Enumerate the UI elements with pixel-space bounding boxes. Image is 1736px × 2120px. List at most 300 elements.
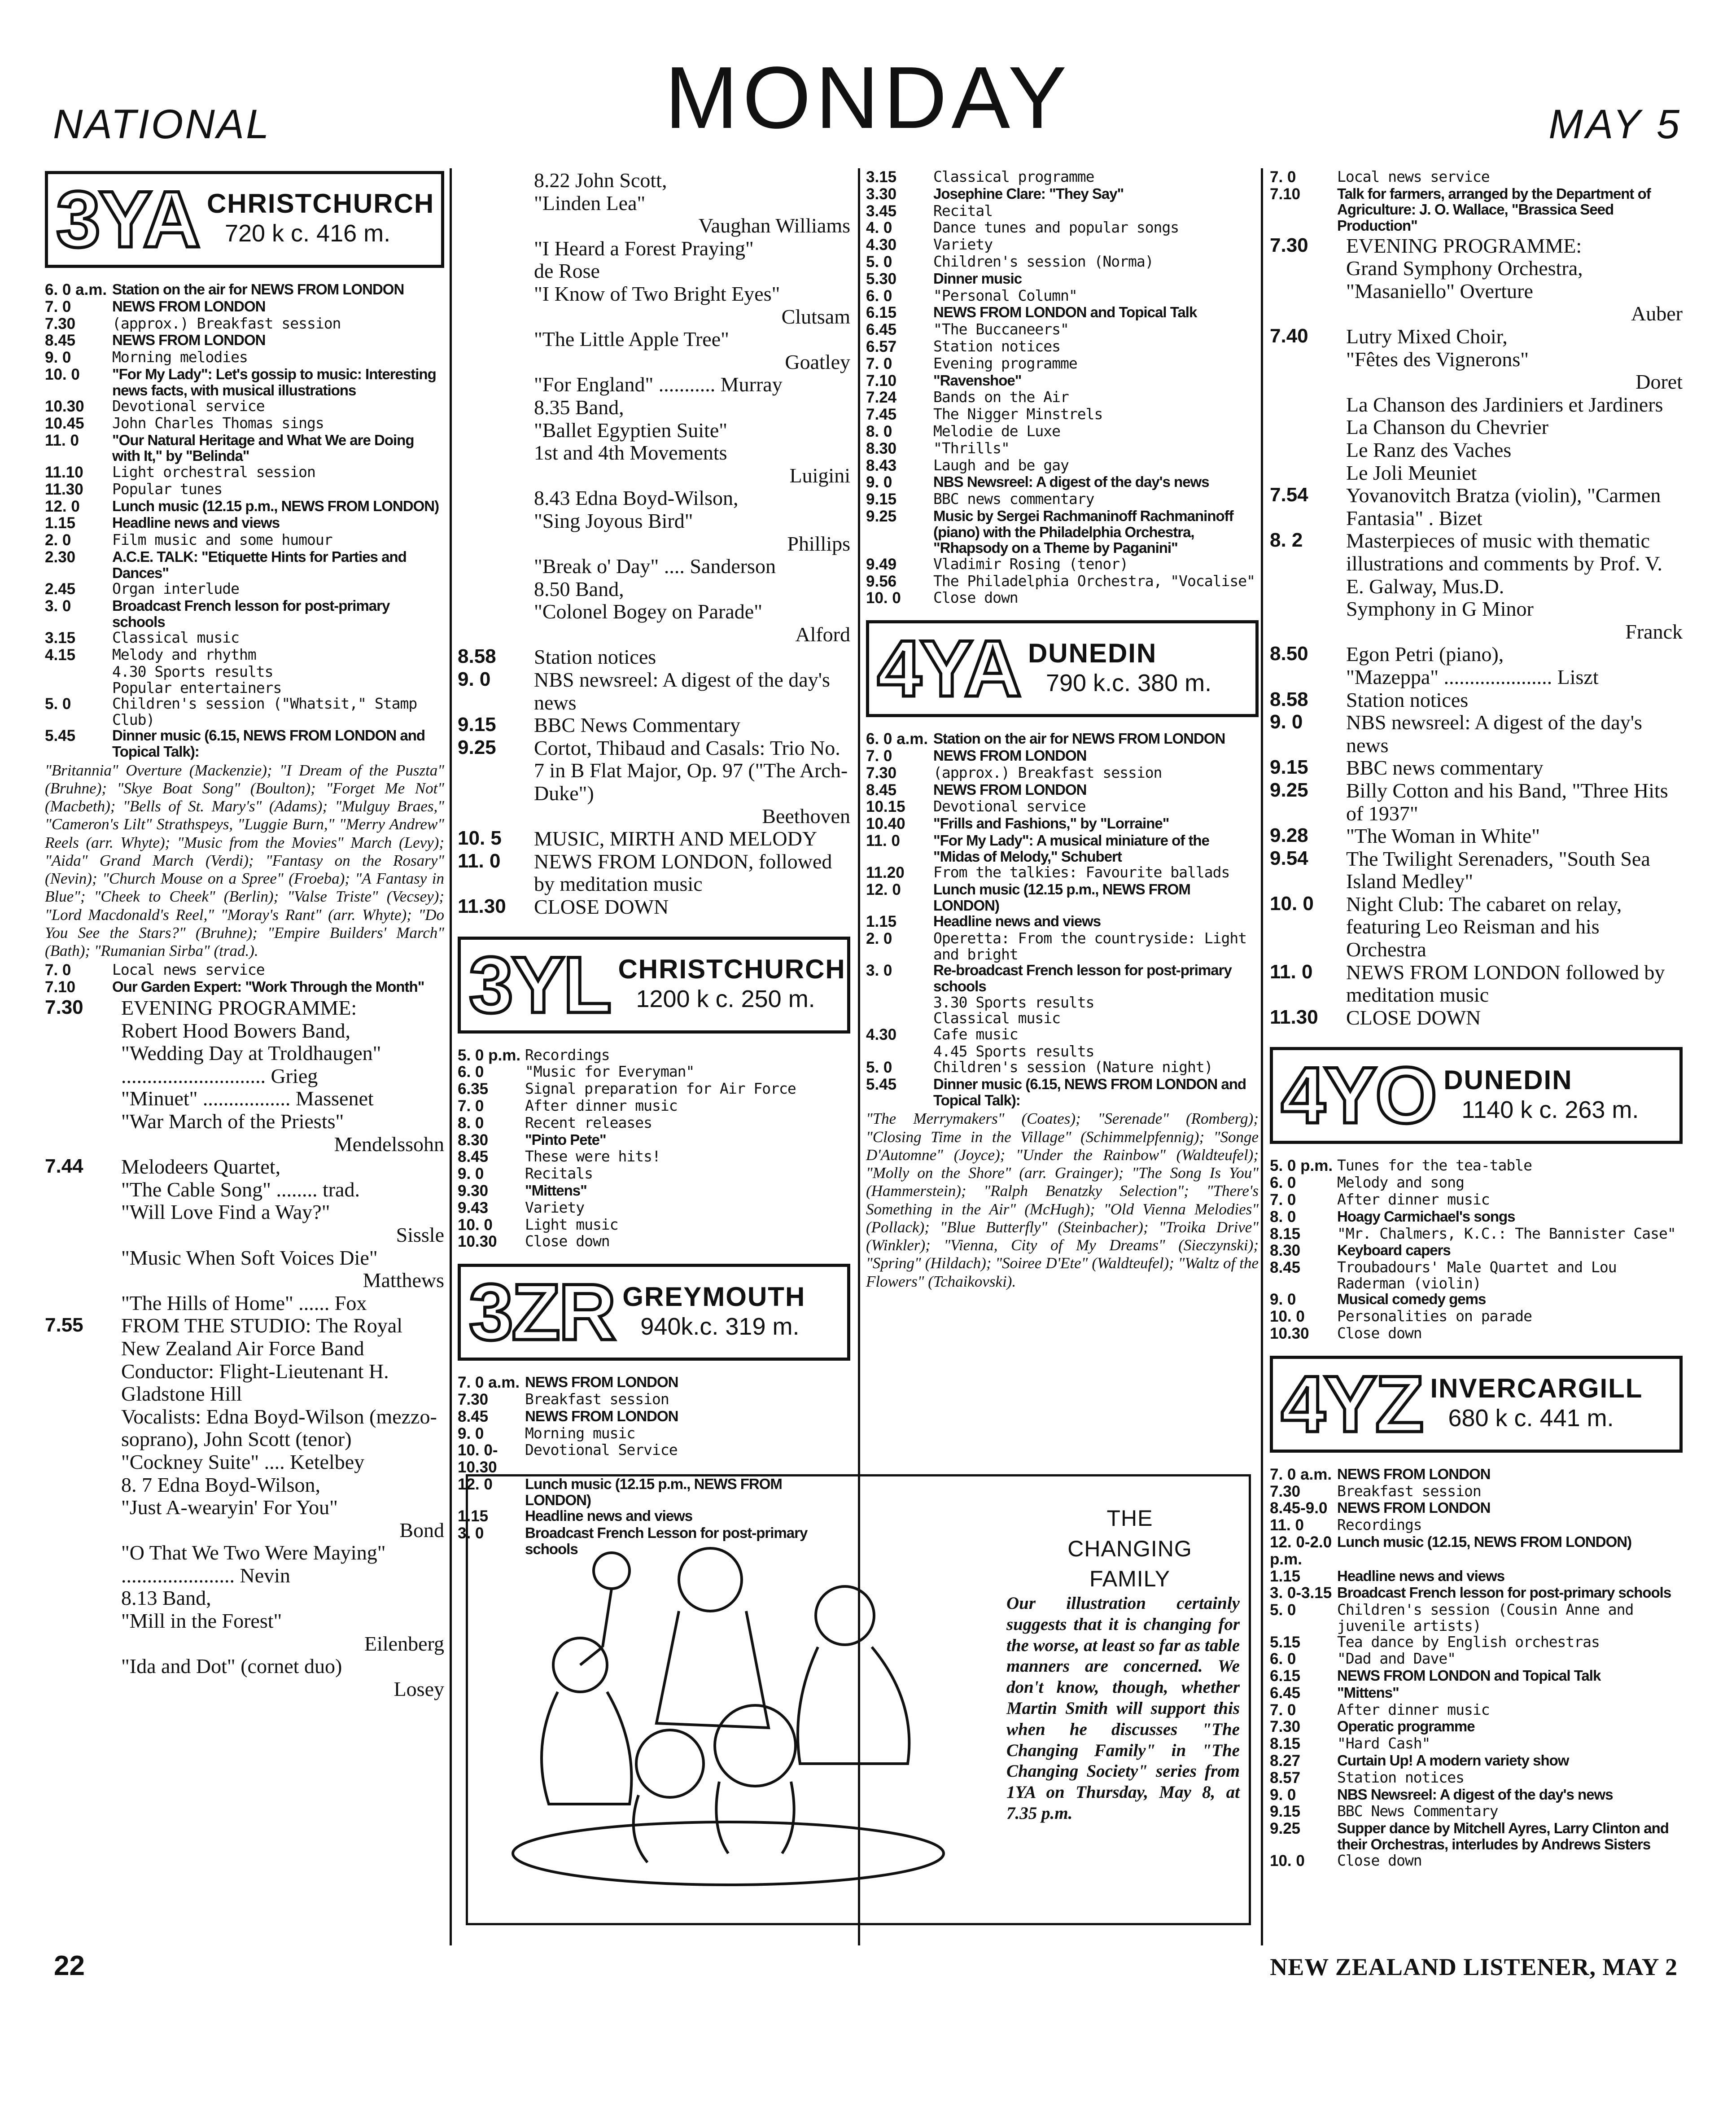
schedule-row — [866, 474, 1259, 491]
schedule-item: "Cockney Suite" .... Ketelbey — [121, 1450, 365, 1473]
schedule-item: NEWS FROM LONDON — [112, 298, 266, 315]
schedule-row — [1270, 484, 1683, 530]
schedule-row — [458, 600, 850, 623]
schedule-item: Devotional service — [112, 397, 265, 415]
schedule-row — [45, 680, 444, 696]
schedule-item: "Sing Joyous Bird" — [534, 509, 693, 532]
schedule-row — [458, 737, 850, 805]
schedule-item: Josephine Clare: "They Say" — [933, 185, 1124, 202]
schedule-item: From the talkies: Favourite ballads — [933, 863, 1230, 881]
schedule-time — [45, 664, 112, 680]
schedule-row — [1270, 1770, 1683, 1787]
schedule-3ya-evening — [45, 997, 444, 1700]
schedule-item: "Masaniello" Overture — [1346, 279, 1533, 302]
schedule-item: "I Know of Two Bright Eyes" — [534, 282, 780, 305]
schedule-time — [1270, 462, 1346, 485]
schedule-item: "For England" ........... Murray — [534, 373, 783, 396]
schedule-item: Melody and song — [1337, 1174, 1465, 1191]
schedule-row — [45, 481, 444, 498]
schedule-time: 8. 0 — [1270, 1208, 1296, 1226]
schedule-time — [458, 600, 534, 623]
schedule-row — [458, 1391, 850, 1408]
schedule-time: 10. 0 — [458, 1216, 493, 1234]
schedule-time: 9.15 — [1270, 1803, 1301, 1821]
schedule-item: Local news service — [112, 961, 265, 979]
schedule-item: "Our Natural Heritage and What We are Doing with It," by "Belinda" — [112, 431, 414, 464]
schedule-time: 9. 0 — [1270, 711, 1303, 733]
schedule-item: Classical music — [933, 1009, 1061, 1027]
schedule-time: 4.30 — [866, 236, 897, 254]
schedule-row — [866, 913, 1259, 930]
schedule-row — [458, 533, 850, 556]
schedule-row — [866, 440, 1259, 457]
schedule-row — [1270, 1651, 1683, 1668]
schedule-item: Alford — [795, 622, 850, 646]
schedule-time — [45, 1087, 121, 1110]
schedule-time: 5.30 — [866, 270, 897, 288]
schedule-row — [45, 1020, 444, 1042]
schedule-time: 8.15 — [1270, 1735, 1301, 1753]
schedule-row — [1270, 666, 1683, 689]
schedule-item: "The Cable Song" ........ trad. — [121, 1178, 360, 1201]
schedule-item: Dinner music (6.15, NEWS FROM LONDON and Topical Talk): — [112, 727, 425, 760]
schedule-time — [1270, 439, 1346, 462]
schedule-item: Headline news and views — [112, 514, 280, 531]
schedule-time — [458, 419, 534, 442]
schedule-item: "Frills and Fashions," by "Lorraine" — [933, 815, 1169, 832]
schedule-time: 5. 0 p.m. — [458, 1046, 521, 1064]
schedule-time — [45, 1655, 121, 1678]
schedule-row — [458, 1064, 850, 1081]
schedule-row — [458, 442, 850, 464]
schedule-time — [458, 328, 534, 351]
schedule-row — [45, 962, 444, 979]
schedule-row — [45, 1406, 444, 1451]
schedule-item: NEWS FROM LONDON and Topical Talk — [933, 304, 1197, 321]
schedule-time: 8.45 — [1270, 1259, 1301, 1277]
schedule-time: 8.45 — [458, 1148, 489, 1166]
schedule-time: 8.43 — [866, 456, 897, 474]
schedule-time — [1270, 302, 1346, 325]
schedule-row — [1270, 780, 1683, 825]
schedule-time: 4. 0 — [866, 219, 892, 237]
schedule-item: Matthews — [363, 1269, 444, 1292]
schedule-item: After dinner music — [1337, 1191, 1490, 1209]
schedule-row — [45, 332, 444, 349]
schedule-row — [458, 1047, 850, 1064]
schedule-item: Devotional Service — [525, 1441, 678, 1459]
schedule-item: "The Little Apple Tree" — [534, 328, 729, 351]
schedule-time — [45, 1292, 121, 1315]
schedule-item: Sissle — [396, 1223, 444, 1246]
schedule-time: 8.30 — [866, 439, 897, 457]
schedule-item: After dinner music — [1337, 1700, 1490, 1718]
schedule-row — [458, 555, 850, 578]
schedule-row — [458, 328, 850, 351]
schedule-time — [866, 1043, 933, 1060]
schedule-row — [1270, 1585, 1683, 1602]
schedule-row — [45, 1610, 444, 1633]
schedule-item: Broadcast French lesson for post-primary schools — [112, 597, 390, 630]
schedule-row — [458, 351, 850, 374]
schedule-item: Luigini — [789, 464, 850, 487]
schedule-item: Hoagy Carmichael's songs — [1337, 1208, 1515, 1225]
schedule-item: NBS Newsreel: A digest of the day's news — [933, 473, 1209, 491]
schedule-row — [45, 1178, 444, 1201]
schedule-row — [458, 396, 850, 419]
schedule-item: 8.22 John Scott, — [534, 169, 667, 192]
schedule-row — [866, 338, 1259, 355]
schedule-time: 6.57 — [866, 337, 897, 355]
schedule-item: Children's session (Cousin Anne and juvenile artists) — [1337, 1601, 1634, 1634]
schedule-item: 8.43 Edna Boyd-Wilson, — [534, 486, 739, 510]
family-dinner-illustration — [477, 1512, 993, 1916]
schedule-3zr-afternoon — [866, 169, 1259, 607]
schedule-time: 9. 0 — [458, 1424, 484, 1442]
schedule-row — [1270, 1209, 1683, 1226]
schedule-item: "Mill in the Forest" — [121, 1609, 282, 1633]
schedule-row — [458, 714, 850, 737]
schedule-item: Grand Symphony Orchestra, — [1346, 257, 1583, 280]
schedule-time: 3. 0 — [866, 962, 892, 980]
schedule-row — [458, 510, 850, 533]
schedule-item: "Ballet Egyptien Suite" — [534, 418, 728, 442]
schedule-item: Dinner music — [933, 270, 1022, 287]
schedule-time: 8.45-9.0 — [1270, 1499, 1328, 1517]
schedule-row — [458, 805, 850, 828]
schedule-row — [1270, 1466, 1683, 1483]
schedule-item: Le Ranz des Vaches — [1346, 438, 1512, 462]
schedule-row — [866, 731, 1259, 748]
schedule-4ya-evening-early — [1270, 169, 1683, 234]
schedule-item: Breakfast session — [1337, 1482, 1481, 1500]
schedule-item: Bands on the Air — [933, 388, 1069, 406]
schedule-time: 3. 0-3.15 — [1270, 1584, 1332, 1602]
schedule-row — [45, 415, 444, 432]
schedule-row — [45, 1269, 444, 1292]
schedule-row — [45, 1201, 444, 1224]
schedule-time — [458, 192, 534, 215]
schedule-row — [45, 1087, 444, 1110]
schedule-time: 7.30 — [866, 764, 897, 782]
schedule-row — [1270, 1226, 1683, 1243]
schedule-time — [458, 373, 534, 396]
schedule-row — [45, 727, 444, 759]
schedule-row — [1270, 598, 1683, 621]
schedule-time: 11. 0 — [45, 431, 79, 449]
schedule-item: Film music and some humour — [112, 531, 332, 549]
schedule-time — [45, 1633, 121, 1656]
schedule-item: NEWS FROM LONDON and Topical Talk — [1337, 1667, 1601, 1684]
schedule-item: Personalities on parade — [1337, 1307, 1532, 1325]
schedule-time: 8.27 — [1270, 1752, 1301, 1770]
schedule-item: Beethoven — [762, 804, 850, 828]
station-call-sign: 4YA — [877, 624, 1020, 714]
feature-box — [466, 1474, 1251, 1925]
schedule-time: 12. 0 — [866, 881, 901, 899]
schedule-item: "For My Lady": Let's gossip to music: Interesting news facts, with musical illustrations — [112, 365, 436, 399]
schedule-item: Station notices — [1337, 1768, 1465, 1786]
schedule-time: 8.30 — [458, 1131, 489, 1149]
schedule-item: Franck — [1625, 620, 1683, 643]
schedule-item: NEWS FROM LONDON — [525, 1407, 678, 1424]
schedule-time: 7. 0 — [45, 298, 71, 315]
schedule-time — [458, 306, 534, 329]
schedule-time: 7.30 — [45, 996, 83, 1019]
station-frequency: 940k.c. 319 m. — [640, 1313, 800, 1340]
schedule-time: 7.55 — [45, 1314, 83, 1336]
schedule-time — [458, 260, 534, 283]
dinner-music-note: "Britannia" Overture (Mackenzie); "I Dream of the Puszta" (Bruhne); "Skye Boat Song" (Boulton); "Forget Me Not" (Macbeth); "Bells of St. Mary's" (Adams); "Mulguy Braes," "Cameron's Lilt" Strathspeys, "Luggie Burn," "Merry Andrew" Reels (arr. Whyte); "Music from the Movies" March (Levy); "Aida" Grand March (Verdi); "Fantasy on the Rosary" (Nevin); "Church Mouse on a Spree" (Froeba); "A Fantasy in Blue"; "Cheek to Cheek" (Berlin); "Valse Triste" (Vecsey); "Lord Macdonald's Reel," "Moray's Rant" (arr. Whyte); "Do You See the Stars?" (Bruhne); "Empire Builders' March" (Bath); "Rumanian Sirba" (trad.). — [45, 761, 444, 960]
schedule-item: 8.50 Band, — [534, 577, 624, 600]
dinner-music-note: "The Merrymakers" (Coates); "Serenade" (Romberg); "Closing Time in the Village" (Schimmelpfennig); "Songe D'Automne" (Joyce); "Under the Rainbow" (Waldteufel); "Molly on the Shore" (arr. Grainger); "The Song Is You" (Hammerstein); "Ralph Benatzky Selection"; "There's Something in the Air" (McHugh); "Old Vienna Melodies" (Pollack); "Blue Butterfly" (Steinbacher); "Troika Drive" (Winkler); "Vienna, City of My Dreams" (Sieczynski); "Spring" (Hildach); "Soiree D'Ete" (Waldteufel); "Waltz of the Flowers" (Tchaikovski). — [866, 1110, 1259, 1290]
schedule-time: 9.43 — [458, 1199, 489, 1217]
schedule-time: 3.15 — [866, 168, 897, 186]
schedule-row — [866, 203, 1259, 220]
schedule-item: Popular entertainers — [112, 679, 282, 696]
schedule-row — [1270, 1174, 1683, 1191]
schedule-time: 7.54 — [1270, 484, 1308, 506]
schedule-row — [45, 1314, 444, 1360]
station-4yo-banner — [1270, 1047, 1683, 1144]
schedule-row — [45, 549, 444, 581]
schedule-item: John Charles Thomas sings — [112, 414, 324, 432]
schedule-row — [1270, 1259, 1683, 1291]
schedule-item: Local news service — [1337, 168, 1490, 185]
schedule-item: Dinner music (6.15, NEWS FROM LONDON and Topical Talk): — [933, 1076, 1246, 1108]
schedule-time — [45, 1610, 121, 1633]
schedule-row — [1270, 1191, 1683, 1209]
schedule-time — [458, 215, 534, 237]
schedule-row — [866, 573, 1259, 590]
schedule-item: Bond — [399, 1518, 444, 1542]
schedule-row — [45, 1678, 444, 1701]
schedule-time — [458, 623, 534, 646]
schedule-time: 5.15 — [1270, 1633, 1301, 1651]
schedule-item: Yovanovitch Bratza (violin), "Carmen Fantasia" . Bizet — [1346, 484, 1661, 530]
schedule-item: "O That We Two Were Maying" ...................... Nevin — [121, 1541, 386, 1587]
schedule-time: 6. 0 — [458, 1063, 484, 1081]
schedule-time: 7.24 — [866, 389, 897, 407]
schedule-row — [458, 373, 850, 396]
schedule-row — [458, 896, 850, 919]
schedule-row — [458, 850, 850, 896]
schedule-item: "Mittens" — [1337, 1684, 1399, 1701]
schedule-item: Children's session (Nature night) — [933, 1058, 1213, 1076]
column-1 — [45, 168, 444, 1941]
schedule-item: "Dad and Dave" — [1337, 1650, 1456, 1668]
schedule-time — [45, 1133, 121, 1156]
schedule-row — [1270, 1568, 1683, 1585]
schedule-time — [45, 1542, 121, 1587]
schedule-time: 12. 0 — [45, 497, 80, 515]
schedule-item: "Fêtes des Vignerons" — [1346, 347, 1529, 371]
schedule-time — [458, 442, 534, 464]
schedule-time: 7.10 — [1270, 185, 1301, 203]
schedule-row — [1270, 893, 1683, 961]
schedule-time: 1.15 — [1270, 1567, 1301, 1585]
schedule-row — [1270, 1291, 1683, 1308]
schedule-item: Children's session (Norma) — [933, 252, 1154, 270]
schedule-item: Vaughan Williams — [698, 214, 850, 237]
schedule-item: (approx.) Breakfast session — [933, 763, 1162, 781]
schedule-time: 8. 0 — [458, 1114, 484, 1132]
schedule-time: 5. 0 — [866, 253, 892, 271]
schedule-row — [1270, 825, 1683, 848]
schedule-row — [45, 1542, 444, 1587]
schedule-row — [1270, 325, 1683, 348]
schedule-4ya-evening — [1270, 235, 1683, 1029]
schedule-row — [1270, 1634, 1683, 1651]
schedule-row — [1270, 302, 1683, 325]
schedule-item: Musical comedy gems — [1337, 1291, 1486, 1308]
schedule-3ya-day — [45, 281, 444, 760]
schedule-row — [458, 646, 850, 669]
schedule-row — [45, 464, 444, 481]
schedule-row — [1270, 371, 1683, 394]
schedule-time: 9.25 — [458, 736, 496, 758]
schedule-row — [866, 832, 1259, 864]
schedule-row — [866, 271, 1259, 288]
schedule-item: NEWS FROM LONDON — [1337, 1465, 1491, 1482]
schedule-row — [1270, 1803, 1683, 1820]
schedule-row — [45, 298, 444, 315]
schedule-time: 9. 0 — [1270, 1786, 1296, 1804]
schedule-time: 11.20 — [866, 864, 905, 882]
schedule-time: 11. 0 — [1270, 1516, 1304, 1534]
schedule-item: Lutry Mixed Choir, — [1346, 325, 1508, 348]
schedule-time: 6. 0 — [1270, 1650, 1296, 1668]
schedule-row — [45, 630, 444, 647]
schedule-item: Morning melodies — [112, 348, 248, 366]
schedule-item: 3.30 Sports results — [933, 993, 1094, 1011]
schedule-item: BBC news commentary — [1346, 756, 1544, 780]
column-4 — [1270, 168, 1683, 1870]
schedule-time — [1270, 666, 1346, 689]
schedule-item: A.C.E. TALK: "Etiquette Hints for Parties and Dances" — [112, 548, 407, 581]
date-label: MAY 5 — [1548, 101, 1682, 147]
schedule-time: 2.45 — [45, 580, 76, 598]
schedule-row — [1270, 1500, 1683, 1517]
schedule-time: 2. 0 — [45, 531, 71, 549]
schedule-row — [1270, 439, 1683, 462]
schedule-time: 11.30 — [45, 480, 83, 498]
schedule-row — [458, 1098, 850, 1115]
schedule-item: Symphony in G Minor — [1346, 597, 1534, 621]
schedule-row — [1270, 1308, 1683, 1325]
schedule-time: 9. 0 — [866, 473, 892, 491]
schedule-time — [458, 283, 534, 306]
schedule-item: "I Heard a Forest Praying" — [534, 237, 754, 260]
schedule-time — [45, 1451, 121, 1474]
station-call-sign: 3YA — [56, 175, 199, 264]
schedule-time: 7. 0 — [1270, 1191, 1296, 1209]
feature-title-line: THE — [1106, 1506, 1153, 1531]
schedule-row — [45, 1519, 444, 1542]
schedule-time: 10.40 — [866, 815, 905, 833]
schedule-item: Signal preparation for Air Force — [525, 1080, 796, 1098]
schedule-time: 7. 0 — [1270, 168, 1296, 186]
schedule-row — [458, 828, 850, 850]
schedule-item: "War March of the Priests" — [121, 1110, 344, 1133]
schedule-time — [1270, 416, 1346, 439]
schedule-item: MUSIC, MIRTH AND MELODY — [534, 827, 818, 850]
schedule-time — [45, 1496, 121, 1519]
schedule-time: 7. 0 — [1270, 1701, 1296, 1719]
schedule-time: 7. 0 a.m. — [1270, 1465, 1332, 1483]
schedule-item: "Just A-wearyin' For You" — [121, 1496, 338, 1519]
schedule-item: "Music for Everyman" — [525, 1063, 695, 1081]
schedule-item: "Mazeppa" ..................... Liszt — [1346, 665, 1599, 688]
schedule-time: 2. 0 — [866, 930, 892, 948]
schedule-item: Mendelssohn — [334, 1132, 444, 1156]
schedule-row — [45, 349, 444, 366]
schedule-time: 8.50 — [1270, 643, 1308, 665]
schedule-item: Variety — [933, 236, 993, 254]
schedule-3yl — [458, 1047, 850, 1251]
schedule-time — [45, 1474, 121, 1497]
schedule-time: 11. 0 — [1270, 960, 1313, 983]
schedule-row — [866, 590, 1259, 607]
schedule-item: Recital — [933, 201, 993, 219]
schedule-row — [458, 464, 850, 487]
schedule-item: "Break o' Day" .... Sanderson — [534, 555, 776, 578]
schedule-row — [458, 669, 850, 714]
schedule-time: 7.45 — [866, 406, 897, 424]
schedule-item: 4.45 Sports results — [933, 1042, 1094, 1060]
schedule-time — [458, 533, 534, 556]
schedule-item: Vocalists: Edna Boyd-Wilson (mezzo-soprano), John Scott (tenor) — [121, 1405, 437, 1451]
schedule-item: "Will Love Find a Way?" — [121, 1200, 330, 1224]
schedule-row — [1270, 1242, 1683, 1259]
schedule-time: 9.28 — [1270, 824, 1308, 847]
schedule-row — [1270, 1602, 1683, 1634]
schedule-time — [45, 1224, 121, 1247]
schedule-item: Station on the air for NEWS FROM LONDON — [112, 281, 404, 298]
schedule-time: 8.15 — [1270, 1225, 1301, 1243]
schedule-row — [1270, 1853, 1683, 1870]
schedule-row — [1270, 235, 1683, 258]
schedule-time — [458, 464, 534, 487]
schedule-time — [45, 1020, 121, 1042]
schedule-item: "Hard Cash" — [1337, 1735, 1430, 1752]
schedule-row — [1270, 1325, 1683, 1342]
schedule-row — [1270, 1718, 1683, 1735]
schedule-row — [45, 1133, 444, 1156]
schedule-row — [45, 315, 444, 333]
schedule-item: Music by Sergei Rachmaninoff Rachmaninoff (piano) with the Philadelphia Orchestra, "Rhapsody on a Theme by Paganini" — [933, 507, 1233, 556]
schedule-item: CLOSE DOWN — [534, 895, 669, 918]
schedule-row — [458, 283, 850, 306]
schedule-row — [45, 1110, 444, 1133]
schedule-item: Variety — [525, 1198, 585, 1216]
schedule-item: Eilenberg — [364, 1632, 444, 1655]
page-number: 22 — [54, 1950, 85, 1981]
schedule-time: 11.10 — [45, 464, 83, 482]
schedule-row — [1270, 1702, 1683, 1719]
schedule-item: Curtain Up! A modern variety show — [1337, 1752, 1569, 1769]
feature-title-line: CHANGING — [1067, 1536, 1192, 1561]
schedule-time: 9. 0 — [1270, 1291, 1296, 1309]
schedule-time: 3.30 — [866, 185, 897, 203]
schedule-time: 8.57 — [1270, 1769, 1301, 1787]
schedule-time: 7.30 — [45, 315, 76, 333]
schedule-item: 8. 7 Edna Boyd-Wilson, — [121, 1473, 321, 1496]
schedule-row — [1270, 643, 1683, 666]
schedule-item: Station on the air for NEWS FROM LONDON — [933, 730, 1225, 747]
station-4ya-banner — [866, 620, 1259, 717]
schedule-item: Close down — [933, 589, 1018, 607]
